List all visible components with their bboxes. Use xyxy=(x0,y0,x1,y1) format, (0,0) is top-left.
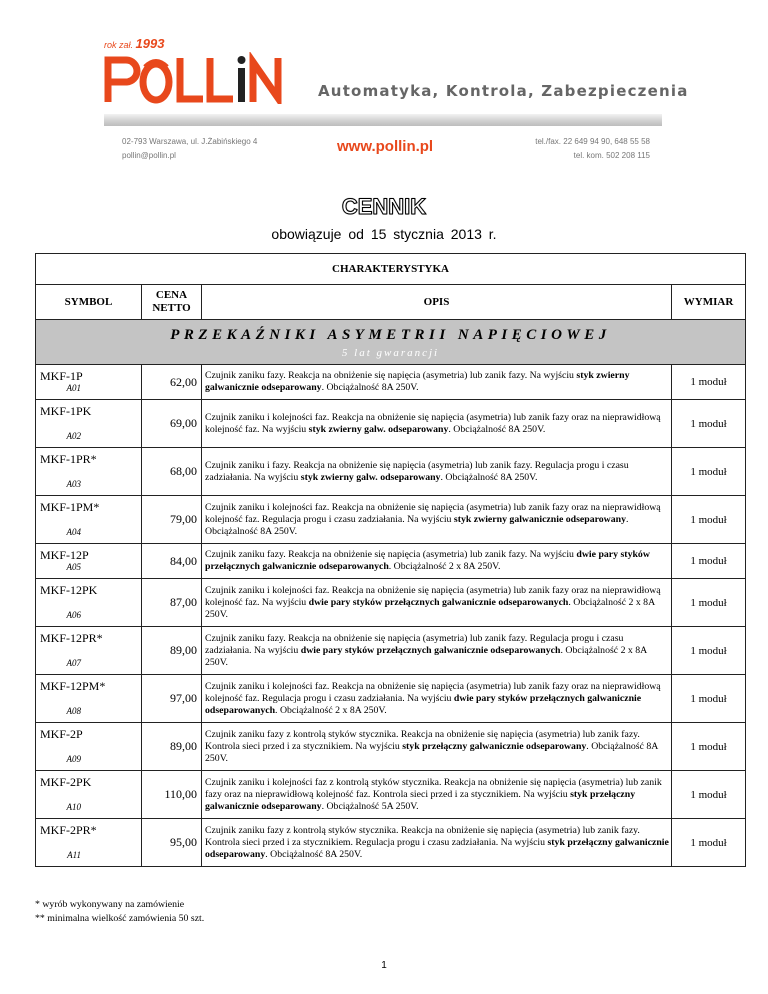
product-code: A07 xyxy=(66,658,81,668)
description-highlight: styk przełączny galwanicznie odseparowany xyxy=(402,740,587,752)
product-symbol-cell xyxy=(36,496,142,544)
product-price: 62,00 xyxy=(142,365,202,400)
description-text: . Obciążalność 2 x 8A 250V. xyxy=(275,704,387,716)
product-unit: 1 moduł xyxy=(672,365,746,400)
document-title: CENNIK xyxy=(341,194,427,219)
product-description xyxy=(202,771,672,819)
description-text: Czujnik zaniku fazy. Reakcja na obniżenie się napięcia (asymetria) lub zanik fazy. Na wyjściu xyxy=(205,370,577,381)
section-title: PRZEKAŹNIKI ASYMETRII NAPIĘCIOWEJ xyxy=(170,327,611,343)
description-text: . Obciążalność 2 x 8A 250V. xyxy=(205,596,655,620)
product-symbol-cell xyxy=(36,544,142,579)
description-text: Czujnik zaniku i kolejności faz. Reakcja na obniżenie się napięcia (asymetria) lub zanik fazy oraz na nieprawidłową kolejność faz. Na wyjściu xyxy=(205,411,661,435)
characteristic-header: CHARAKTERYSTYKA xyxy=(36,254,746,285)
footnotes xyxy=(35,898,204,926)
description-highlight: dwie pary styków przełącznych galwanicznie odseparowanych xyxy=(205,549,650,572)
description-highlight: dwie pary styków przełącznych galwanicznie odseparowanych xyxy=(308,596,569,608)
product-price: 84,00 xyxy=(142,544,202,579)
table-row xyxy=(36,544,746,579)
product-code: A01 xyxy=(66,383,81,393)
price-column-header: CENA NETTO xyxy=(142,285,202,320)
product-symbol-cell xyxy=(36,448,142,496)
product-symbol: MKF-12PM* xyxy=(40,679,106,693)
table-row xyxy=(36,771,746,819)
product-code: A06 xyxy=(66,610,81,620)
page-number: 1 xyxy=(381,960,387,971)
product-description xyxy=(202,819,672,867)
product-code: A02 xyxy=(66,431,81,441)
description-text: Czujnik zaniku i kolejności faz. Reakcja na obniżenie się napięcia (asymetria) lub zanik fazy oraz na nieprawidłową kolejność faz. Regulacja progu i czasu zadziałania. Na wyjściu xyxy=(205,680,661,704)
company-mobile: tel. kom. 502 208 115 xyxy=(573,151,650,160)
product-description xyxy=(202,448,672,496)
description-text: Czujnik zaniku i kolejności faz. Reakcja na obniżenie się napięcia (asymetria) lub zanik fazy oraz na nieprawidłową kolejność faz. Na wyjściu xyxy=(205,584,661,608)
symbol-column-header: SYMBOL xyxy=(36,285,142,320)
product-symbol-cell xyxy=(36,675,142,723)
description-text: Czujnik zaniku i kolejności faz. Reakcja na obniżenie się napięcia (asymetria) lub zanik fazy oraz na nieprawidłową kolejność faz. Regulacja progu i czasu zadziałania. Na wyjściu xyxy=(205,501,661,525)
section-subtitle: 5 lat gwarancji xyxy=(341,347,440,359)
description-text: . Obciążalność 2 x 8A 250V. xyxy=(388,561,501,572)
product-unit: 1 moduł xyxy=(672,579,746,627)
description-text: Czujnik zaniku i kolejności faz z kontrolą styków stycznika. Reakcja na obniżenie się napięcia (asymetria) lub zanik fazy oraz na nieprawidłową kolejność faz. Kontrola sieci przed i za stycznikiem. Na wyjściu xyxy=(205,776,662,800)
product-price: 89,00 xyxy=(142,723,202,771)
product-symbol-cell xyxy=(36,400,142,448)
section-header xyxy=(36,320,746,365)
product-symbol-cell xyxy=(36,723,142,771)
description-column-header: OPIS xyxy=(202,285,672,320)
product-code: A05 xyxy=(66,562,81,572)
table-row xyxy=(36,579,746,627)
product-description xyxy=(202,496,672,544)
product-symbol: MKF-2PR* xyxy=(40,823,97,837)
description-text: Czujnik zaniku fazy z kontrolą styków stycznika. Reakcja na obniżenie się napięcia (asymetria) lub zanik fazy. Kontrola sieci przed i za stycznikiem. Regulacja progu i czasu zadziałania. Na wyjściu xyxy=(205,824,640,848)
price-table xyxy=(35,253,745,867)
description-highlight: styk zwierny galw. odseparowany xyxy=(308,423,449,435)
product-symbol: MKF-2P xyxy=(40,727,83,741)
product-unit: 1 moduł xyxy=(672,723,746,771)
description-highlight: styk zwierny galwanicznie odseparowany xyxy=(453,513,626,525)
product-price: 95,00 xyxy=(142,819,202,867)
product-symbol: MKF-12PR* xyxy=(40,631,103,645)
product-price: 97,00 xyxy=(142,675,202,723)
product-description xyxy=(202,544,672,579)
pollin-logo-graphic xyxy=(104,52,286,104)
table-row xyxy=(36,496,746,544)
product-symbol-cell xyxy=(36,819,142,867)
description-highlight: dwie pary styków przełącznych galwanicznie odseparowanych xyxy=(300,644,561,656)
product-description xyxy=(202,365,672,400)
founded-text: rok zał. xyxy=(104,40,134,50)
description-text: Czujnik zaniku fazy. Reakcja na obniżenie się napięcia (asymetria) lub zanik fazy. Regulacja progu i czasu zadziałania. Na wyjściu xyxy=(205,632,624,656)
description-text: . Obciążalność 8A 250V. xyxy=(440,471,538,483)
product-symbol: MKF-1PM* xyxy=(40,500,100,514)
product-price: 68,00 xyxy=(142,448,202,496)
product-description xyxy=(202,723,672,771)
table-row xyxy=(36,400,746,448)
description-text: . Obciążalność 8A 250V. xyxy=(205,740,658,764)
product-code: A08 xyxy=(66,706,81,716)
product-code: A03 xyxy=(66,479,81,489)
description-text: Czujnik zaniku fazy z kontrolą styków stycznika. Reakcja na obniżenie się napięcia (asymetria) lub zanik fazy. Kontrola sieci przed i za stycznikiem. Na wyjściu xyxy=(205,728,640,752)
table-row xyxy=(36,627,746,675)
description-highlight: styk przełączny galwanicznie odseparowany xyxy=(205,836,669,860)
description-text: . Obciążalność 8A 250V. xyxy=(205,513,629,537)
table-row xyxy=(36,448,746,496)
description-text: Czujnik zaniku i fazy. Reakcja na obniżenie się napięcia (asymetria) lub zanik fazy. Regulacja progu i czasu zadziałania. Na wyjściu xyxy=(205,459,629,483)
footnote-min-order: ** minimalna wielkość zamówienia 50 szt. xyxy=(35,913,205,924)
company-address: 02-793 Warszawa, ul. J.Żabińskiego 4 xyxy=(122,137,258,146)
product-price: 110,00 xyxy=(142,771,202,819)
company-logo xyxy=(104,52,286,104)
company-email[interactable]: pollin@pollin.pl xyxy=(122,151,176,160)
footnote-custom-order: * wyrób wykonywany na zamówienie xyxy=(35,899,185,910)
product-unit: 1 moduł xyxy=(672,496,746,544)
product-description xyxy=(202,675,672,723)
unit-column-header: WYMIAR xyxy=(672,285,746,320)
product-symbol-cell xyxy=(36,579,142,627)
product-unit: 1 moduł xyxy=(672,771,746,819)
company-tagline: Automatyka, Kontrola, Zabezpieczenia xyxy=(318,82,689,100)
product-symbol-cell xyxy=(36,627,142,675)
table-row xyxy=(36,675,746,723)
product-symbol: MKF-12PK xyxy=(40,583,98,597)
product-unit: 1 moduł xyxy=(672,544,746,579)
product-description xyxy=(202,579,672,627)
description-highlight: styk przełączny galwanicznie odseparowany xyxy=(205,788,636,812)
product-symbol: MKF-1PR* xyxy=(40,452,97,466)
founded-label xyxy=(104,36,164,51)
validity-date: obowiązuje od 15 stycznia 2013 r. xyxy=(271,226,497,242)
table-row xyxy=(36,723,746,771)
product-price: 79,00 xyxy=(142,496,202,544)
product-description xyxy=(202,400,672,448)
product-unit: 1 moduł xyxy=(672,819,746,867)
product-unit: 1 moduł xyxy=(672,400,746,448)
product-symbol: MKF-1PK xyxy=(40,404,92,418)
product-code: A11 xyxy=(67,850,81,860)
product-price: 87,00 xyxy=(142,579,202,627)
product-price: 89,00 xyxy=(142,627,202,675)
founded-year: 1993 xyxy=(135,36,165,51)
product-symbol: MKF-1P xyxy=(40,369,83,383)
product-code: A10 xyxy=(66,802,81,812)
company-phone: tel./fax. 22 649 94 90, 648 55 58 xyxy=(535,137,650,146)
product-symbol: MKF-2PK xyxy=(40,775,92,789)
product-symbol: MKF-12P xyxy=(40,548,89,562)
product-unit: 1 moduł xyxy=(672,448,746,496)
product-symbol-cell xyxy=(36,365,142,400)
table-row xyxy=(36,365,746,400)
description-text: . Obciążalność 5A 250V. xyxy=(321,800,419,812)
description-text: . Obciążalność 8A 250V. xyxy=(321,382,419,393)
product-price: 69,00 xyxy=(142,400,202,448)
product-symbol-cell xyxy=(36,771,142,819)
product-code: A09 xyxy=(66,754,81,764)
product-unit: 1 moduł xyxy=(672,675,746,723)
header-divider xyxy=(104,114,662,126)
product-code: A04 xyxy=(66,527,81,537)
description-highlight: styk zwierny galwanicznie odseparowany xyxy=(205,370,630,393)
description-highlight: styk zwierny galw. odseparowany xyxy=(300,471,441,483)
company-website-link[interactable]: www.pollin.pl xyxy=(337,138,434,155)
description-highlight: dwie pary styków przełącznych galwanicznie odseparowanych xyxy=(205,692,642,716)
product-description xyxy=(202,627,672,675)
table-row xyxy=(36,819,746,867)
description-text: Czujnik zaniku fazy. Reakcja na obniżenie się napięcia (asymetria) lub zanik fazy. Na wyjściu xyxy=(205,549,577,560)
description-text: . Obciążalność 8A 250V. xyxy=(265,848,363,860)
product-unit: 1 moduł xyxy=(672,627,746,675)
description-text: . Obciążalność 2 x 8A 250V. xyxy=(205,644,647,668)
description-text: . Obciążalność 8A 250V. xyxy=(448,423,546,435)
